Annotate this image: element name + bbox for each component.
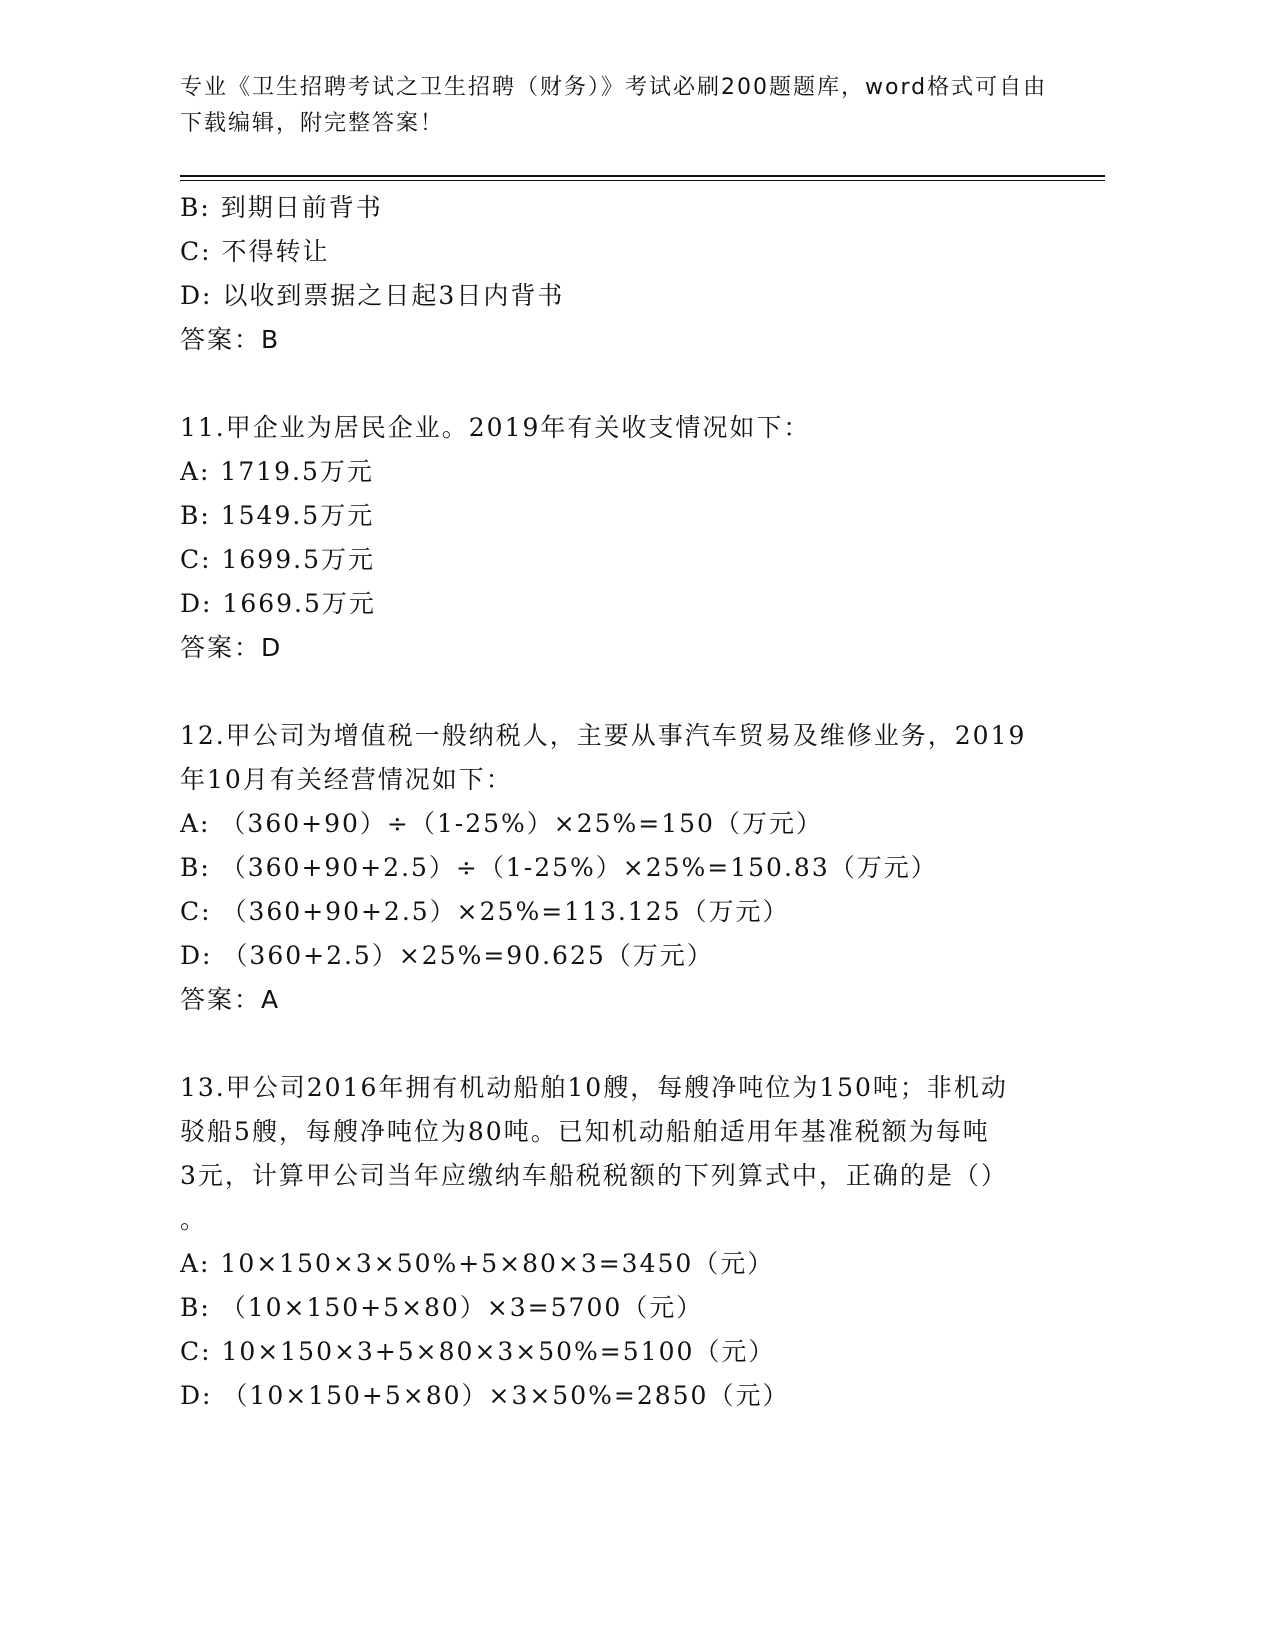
option-d: D: 1669.5万元: [180, 589, 376, 618]
option-a: A: （360+90）÷（1-25%）×25%=150（万元）: [180, 809, 823, 838]
option-c: C: 1699.5万元: [180, 545, 375, 574]
spacer: [180, 670, 1040, 714]
question-stem: 11.甲企业为居民企业。2019年有关收支情况如下：: [180, 413, 811, 442]
question-12: [180, 714, 1040, 1022]
question-10: [180, 186, 1040, 362]
option-d: D: （10×150+5×80）×3×50%=2850（元）: [180, 1381, 790, 1410]
option-b: B: （10×150+5×80）×3=5700（元）: [180, 1293, 704, 1322]
question-stem-line-4: 。: [180, 1205, 208, 1234]
answer: 答案：B: [180, 325, 281, 354]
option-a: A: 10×150×3×50%+5×80×3=3450（元）: [180, 1249, 775, 1278]
option-c: C: （360+90+2.5）×25%=113.125（万元）: [180, 897, 790, 926]
spacer: [180, 362, 1040, 406]
answer: 答案：D: [180, 633, 283, 662]
question-stem-line-3: 3元，计算甲公司当年应缴纳车船税税额的下列算式中，正确的是（）: [180, 1161, 1008, 1190]
option-c: C: 不得转让: [180, 237, 330, 266]
question-stem-line-1: 13.甲公司2016年拥有机动船舶10艘，每艘净吨位为150吨；非机动: [180, 1073, 1008, 1102]
option-b: B: 到期日前背书: [180, 193, 383, 222]
answer: 答案：A: [180, 985, 281, 1014]
header-rule-thin: [180, 180, 1105, 181]
option-a: A: 1719.5万元: [180, 457, 374, 486]
question-11: [180, 406, 1040, 670]
question-stem-line-2: 年10月有关经营情况如下：: [180, 765, 513, 794]
document-header: 专业《卫生招聘考试之卫生招聘（财务）》考试必刷200题题库，word格式可自由下载编辑，附完整答案！: [180, 75, 1048, 136]
header-rule-thick: [180, 175, 1105, 177]
question-stem-line-1: 12.甲公司为增值税一般纳税人，主要从事汽车贸易及维修业务，2019: [180, 721, 1027, 750]
question-13: [180, 1066, 1040, 1418]
question-stem-line-2: 驳船5艘，每艘净吨位为80吨。已知机动船舶适用年基准税额为每吨: [180, 1117, 990, 1146]
spacer: [180, 1022, 1040, 1066]
document-content: [180, 186, 1040, 1418]
option-d: D: （360+2.5）×25%=90.625（万元）: [180, 941, 714, 970]
option-b: B: 1549.5万元: [180, 501, 375, 530]
option-c: C: 10×150×3+5×80×3×50%=5100（元）: [180, 1337, 776, 1366]
option-b: B: （360+90+2.5）÷（1-25%）×25%=150.83（万元）: [180, 853, 938, 882]
option-d: D: 以收到票据之日起3日内背书: [180, 281, 565, 310]
